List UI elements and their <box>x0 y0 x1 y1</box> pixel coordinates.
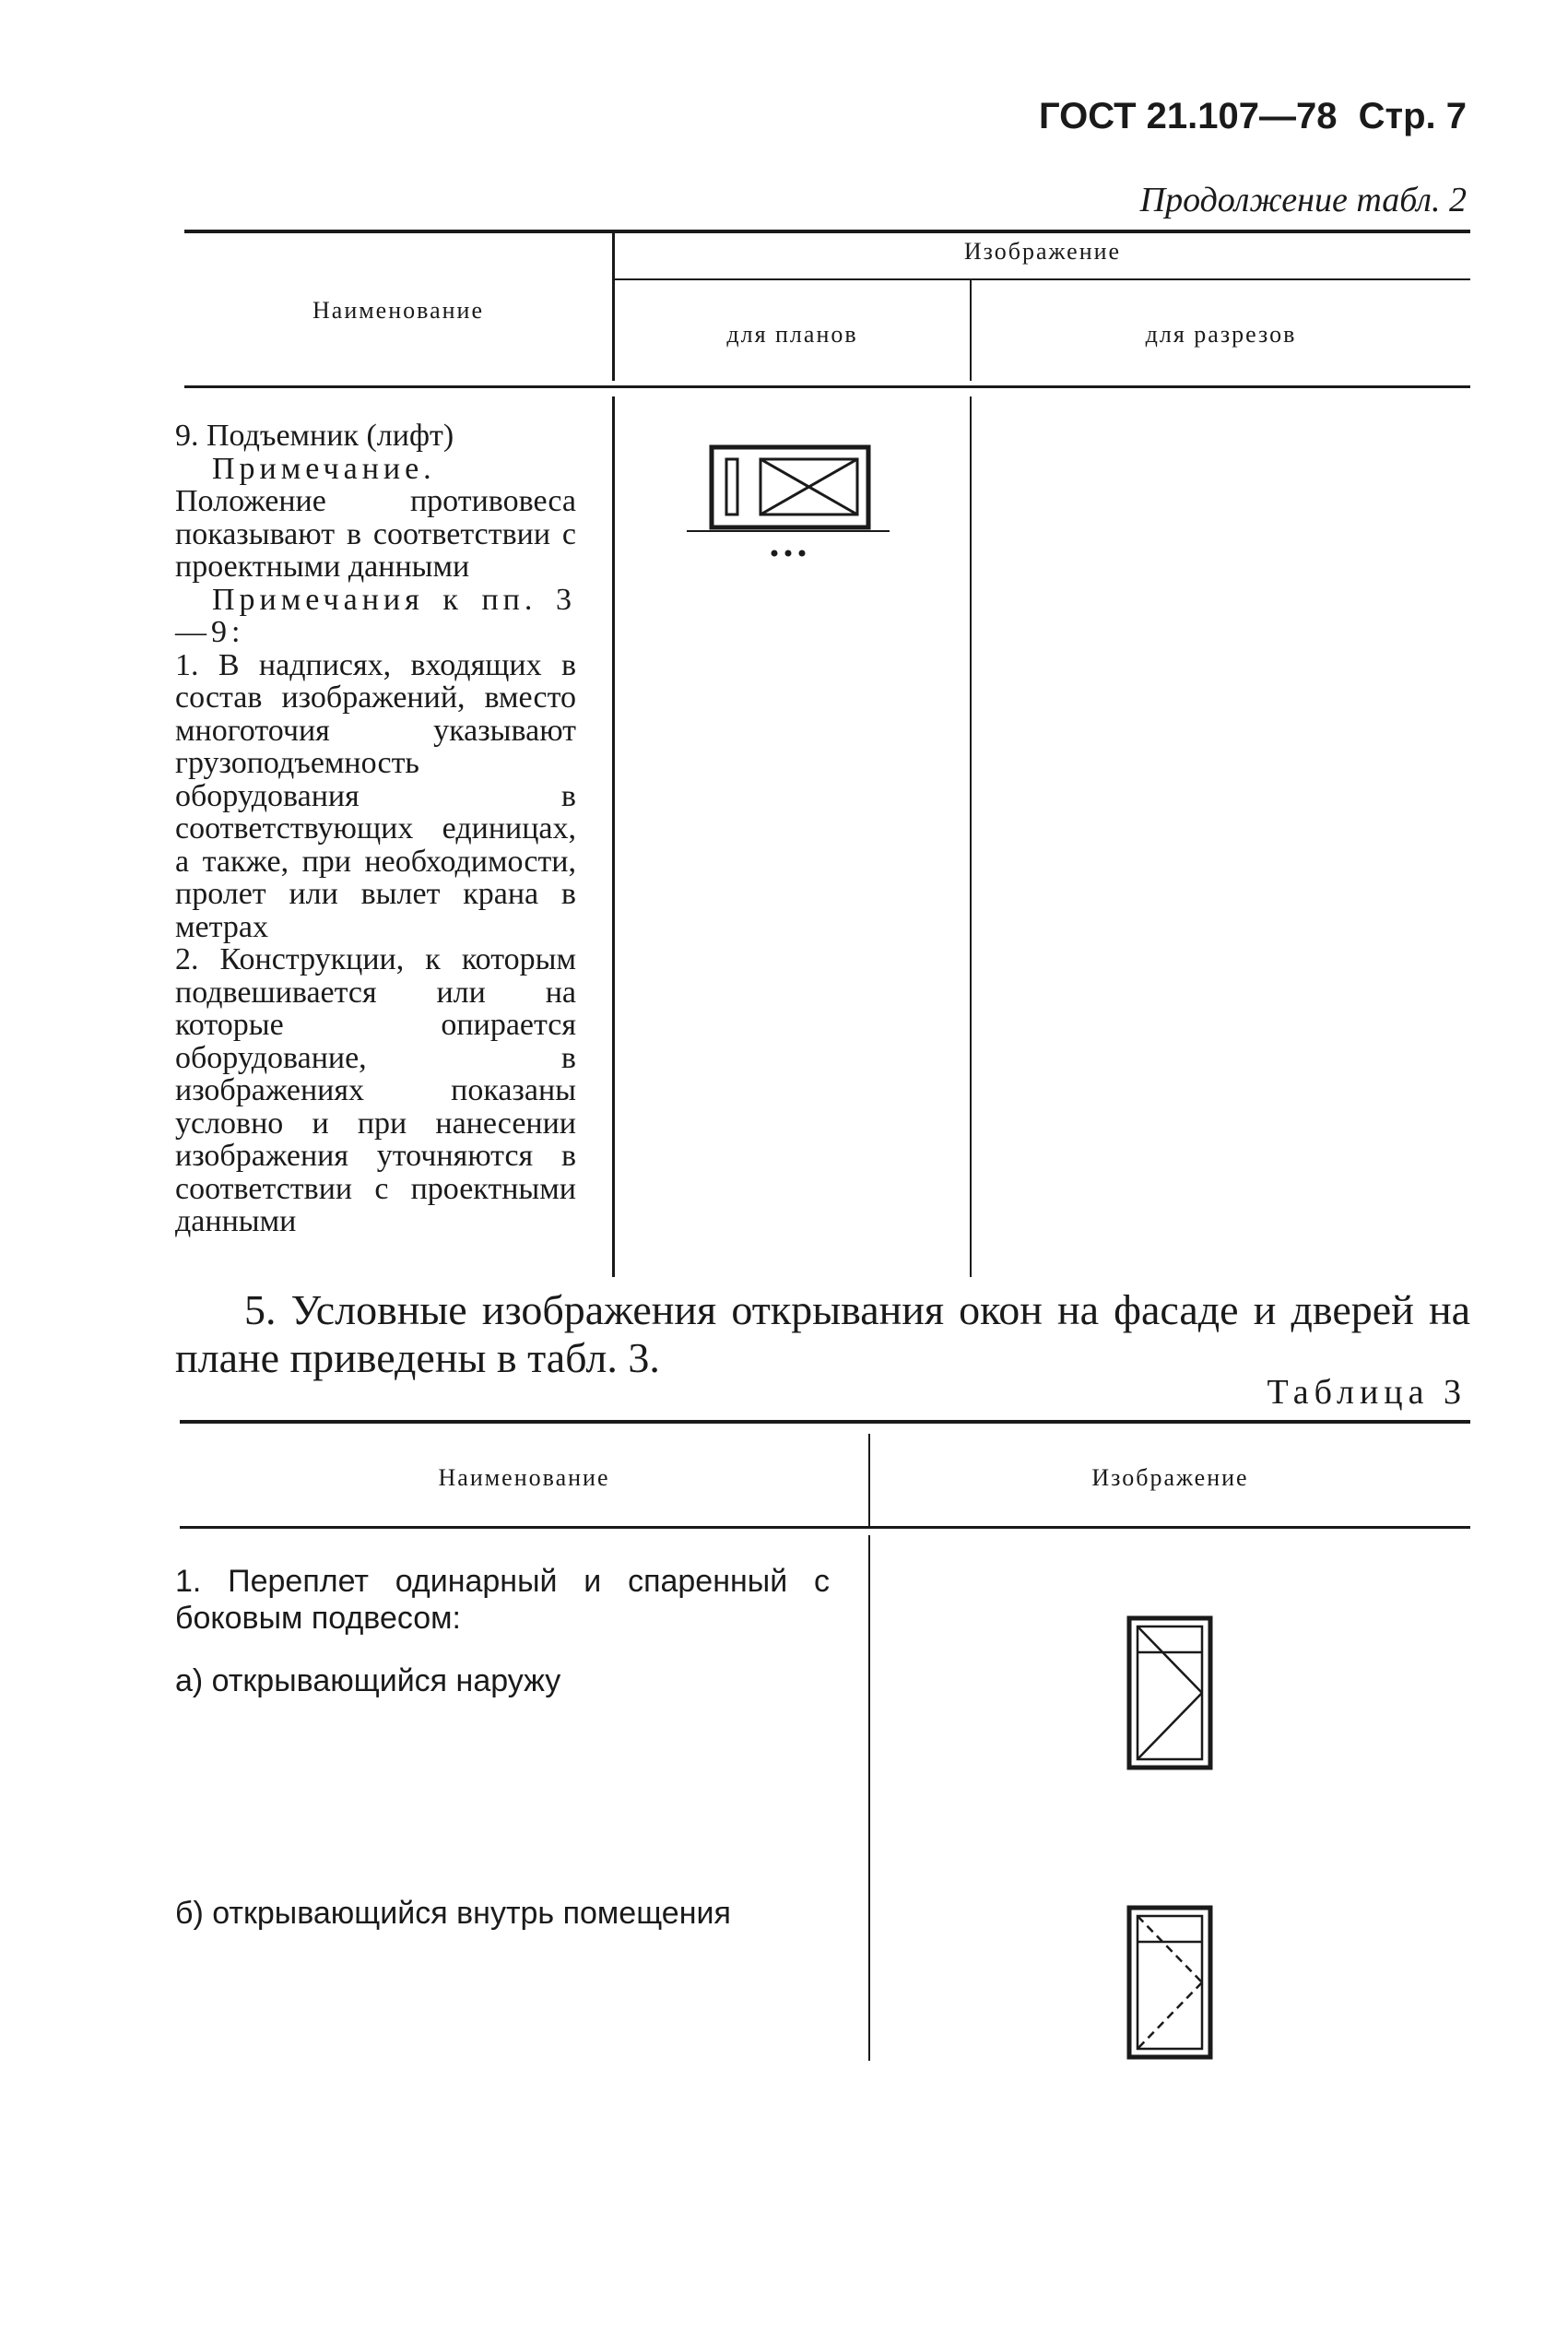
table3-top-rule <box>180 1420 1470 1424</box>
page-header <box>1028 96 1467 137</box>
table3-body-divider <box>868 1535 870 2061</box>
table-continuation-label: Продолжение табл. 2 <box>1139 181 1467 219</box>
table2-header-bottom-rule <box>184 385 1470 388</box>
paragraph-5: 5. Условные изображения открывания окон на фасаде и дверей на плане приведены в табл. 3. <box>175 1286 1470 1381</box>
table3-item-1a: а) открывающийся наружу <box>175 1663 561 1698</box>
window-opening-outward-symbol <box>1126 1615 1213 1770</box>
elevator-plan-symbol <box>682 443 894 567</box>
table3-col-image: Изображение <box>1091 1464 1249 1491</box>
row-title: 9. Подъемник (лифт) <box>175 419 454 453</box>
standard-number: ГОСТ 21.107—78 <box>1038 96 1338 136</box>
table2-top-rule <box>184 230 1470 233</box>
table2-body-divider-1 <box>612 396 615 1277</box>
table2-col-sections: для разрезов <box>1145 321 1297 348</box>
table2-subheader-rule <box>615 278 1470 280</box>
table3-label: Таблица 3 <box>1267 1373 1467 1412</box>
table2-col-plans: для планов <box>726 321 858 348</box>
note-1: 1. В надписях, входящих в состав изображений, вместо многоточия указывают грузоподъемность оборудования в соответствующих единицах, а также, при необходимости, пролет или вылет крана в метрах <box>175 647 576 944</box>
table2-col-name: Наименование <box>312 297 484 324</box>
note-2: 2. Конструкции, к которым подвешивается или на которые опирается оборудование, в изображениях показаны условно и при нанесении изображения уточняются в соответствии с проектными данными <box>175 942 576 1238</box>
table2-row-text <box>175 420 576 1238</box>
table2-body-divider-2 <box>970 396 972 1277</box>
table2-col-image: Изображение <box>963 238 1122 265</box>
note-label: Примечание. <box>212 451 436 486</box>
window-opening-inward-symbol <box>1126 1905 1213 2060</box>
table3-header-bottom-rule <box>180 1526 1470 1529</box>
table3-item-1b: б) открывающийся внутрь помещения <box>175 1896 731 1931</box>
note-text: Положение противовеса показывают в соответствии с проектными данными <box>175 484 576 584</box>
page-number: Стр. 7 <box>1358 96 1467 136</box>
notes-label: Примечания к пп. 3—9: <box>175 582 576 649</box>
table3-item-1: 1. Переплет одинарный и спаренный с боковым подвесом: <box>175 1564 830 1636</box>
table3-col-name: Наименование <box>438 1464 610 1491</box>
